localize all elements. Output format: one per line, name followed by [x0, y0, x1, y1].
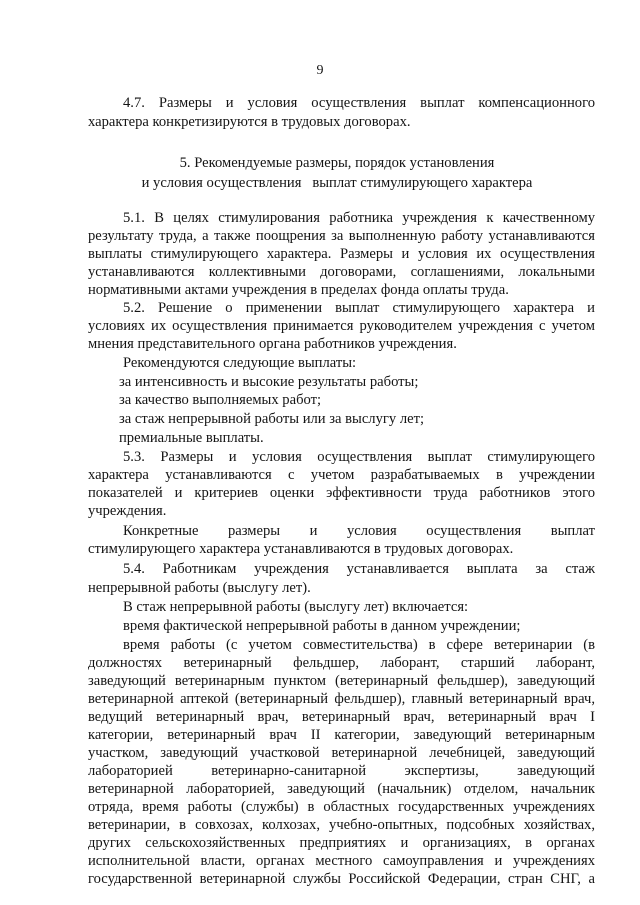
text-line: отряда, время работы (службы) в областных государственных учреждениях	[88, 799, 595, 815]
text-line: результату труда, а также поощрения за выполненную работу устанавливаются	[88, 228, 595, 244]
list-item: за стаж непрерывной работы или за выслугу лет;	[119, 411, 425, 427]
text-line: В стаж непрерывной работы (выслугу лет) включается:	[123, 599, 469, 615]
text-line: 5.1. В целях стимулирования работника учреждения к качественному	[123, 210, 595, 226]
text-line: характера устанавливаются с учетом разрабатываемых в учреждении	[88, 467, 595, 483]
text-line: участком, заведующий участковой ветеринарной лечебницей, заведующий	[88, 745, 595, 761]
text-line: устанавливаются коллективными договорами, соглашениями, локальными	[88, 264, 595, 280]
text-line: исполнительной власти, органах местного самоуправления и учреждениях	[88, 853, 595, 869]
text-line: характера конкретизируются в трудовых договорах.	[88, 114, 411, 130]
text-line: время фактической непрерывной работы в данном учреждении;	[123, 618, 521, 634]
text-line: мнения представительного органа работников учреждения.	[88, 336, 457, 352]
list-item: за качество выполняемых работ;	[119, 392, 322, 408]
list-item: за интенсивность и высокие результаты работы;	[119, 374, 419, 390]
text-line: должностях ветеринарный фельдшер, лаборант, старший лаборант,	[88, 655, 595, 671]
text-line: Конкретные размеры и условия осуществления выплат	[123, 523, 595, 539]
text-line: 5.3. Размеры и условия осуществления выплат стимулирующего	[123, 449, 595, 465]
text-line: других сельскохозяйственных предприятиях и организациях, в органах	[88, 835, 595, 851]
text-line: Рекомендуются следующие выплаты:	[123, 355, 357, 371]
text-line: выплаты стимулирующего характера. Размеры и условия их осуществления	[88, 246, 595, 262]
text-line: лабораторией ветеринарно-санитарной экспертизы, заведующий	[88, 763, 595, 779]
text-line: ветеринарной аптекой (ветеринарный фельдшер), главный ветеринарный врач,	[88, 691, 595, 707]
text-line: ветеринарии, в совхозах, колхозах, учебно-опытных, подсобных хозяйствах,	[88, 817, 595, 833]
list-item: премиальные выплаты.	[119, 430, 264, 446]
text-line: нормативными актами учреждения в пределах фонда оплаты труда.	[88, 282, 509, 298]
text-line: категории, ветеринарный врач II категории, заведующий ветеринарным	[88, 727, 595, 743]
section-heading: и условия осуществления выплат стимулирующего характера	[141, 175, 533, 191]
text-line: 5.2. Решение о применении выплат стимулирующего характера и	[123, 300, 595, 316]
text-line: непрерывной работы (выслугу лет).	[88, 580, 311, 596]
text-line: заведующий ветеринарным пунктом (ветеринарный фельдшер), заведующий	[88, 673, 595, 689]
text-line: государственной ветеринарной службы Российской Федерации, стран СНГ, а	[88, 871, 595, 887]
section-heading: 5. Рекомендуемые размеры, порядок установления	[179, 155, 495, 171]
page-number: 9	[316, 63, 324, 78]
text-line: 5.4. Работникам учреждения устанавливается выплата за стаж	[123, 561, 595, 577]
text-line: стимулирующего характера устанавливаются в трудовых договорах.	[88, 541, 514, 557]
text-line: 4.7. Размеры и условия осуществления выплат компенсационного	[123, 95, 595, 111]
text-line: учреждения.	[88, 503, 167, 519]
text-line: ведущий ветеринарный врач, ветеринарный врач, ветеринарный врач I	[88, 709, 595, 725]
text-line: ветеринарной лабораторией, заведующий (начальник) отделом, начальник	[88, 781, 595, 797]
text-line: время работы (с учетом совместительства) в сфере ветеринарии (в	[123, 637, 595, 653]
text-line: условиях их осуществления принимается руководителем учреждения с учетом	[88, 318, 595, 334]
text-line: показателей и критериев оценки эффективности труда работников этого	[88, 485, 595, 501]
